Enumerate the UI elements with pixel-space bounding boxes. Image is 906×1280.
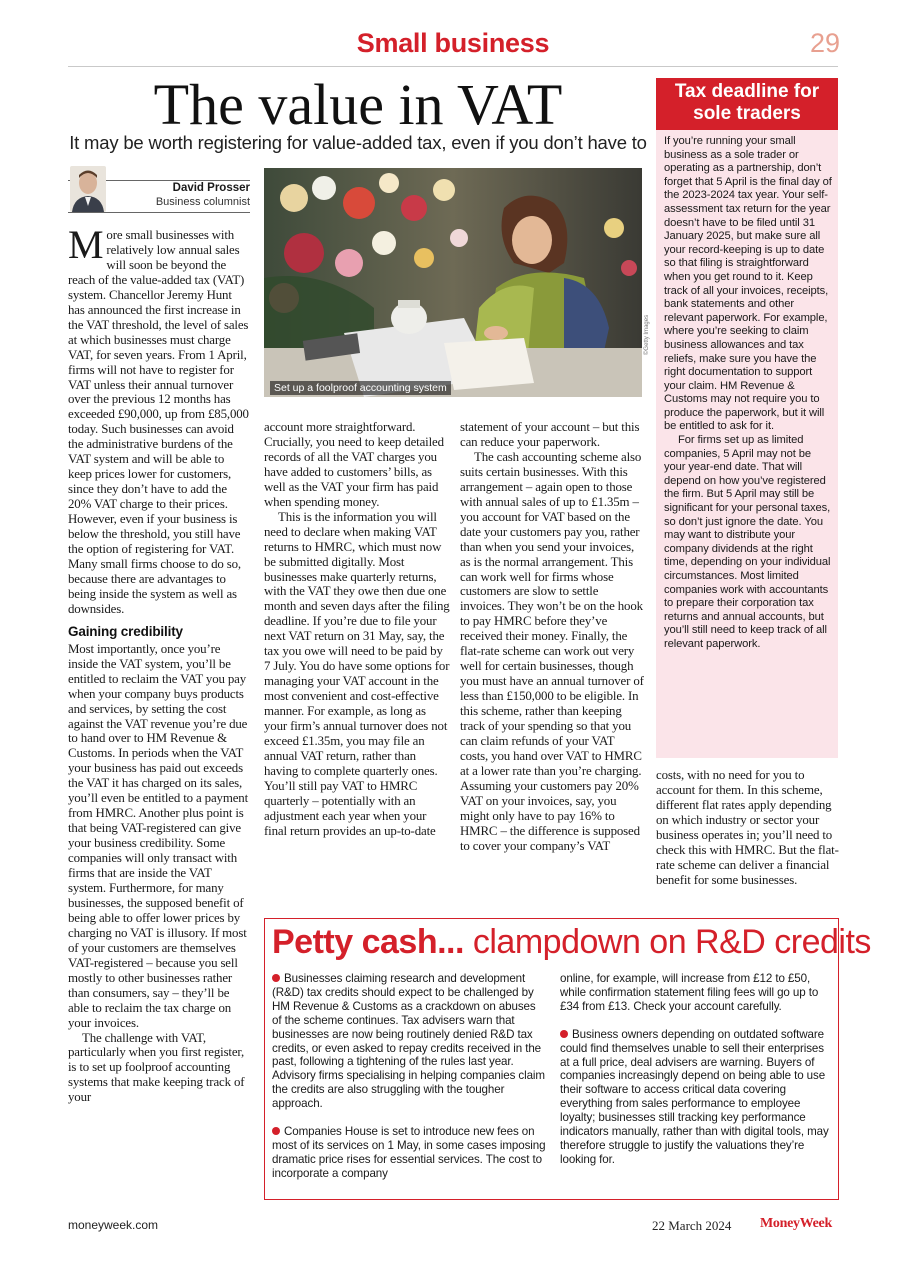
sidebar-paragraph: For firms set up as limited companies, 5 April may not be your year-end date. That will depend on how you’ve registered the firm. But 5 April may still be significant for your personal taxes, so don’t just ignore the date. You may want to distribute your company dividends at the right time, depending on your individual circumstances. Most limited companies work with accountants to prepare their corporation tax returns and annual accounts, but you’ll still need to keep track of all relevant paperwork. [664, 434, 831, 650]
article-paragraph: statement of your account – but this can reduce your paperwork. [460, 420, 640, 449]
photo-credit: ©Getty Images [644, 314, 650, 355]
article-headline: The value in VAT [153, 72, 563, 137]
footer-logo: MoneyWeek [760, 1216, 832, 1231]
article-paragraph: The challenge with VAT, particularly when you first register, is to set up foolproof accounting systems that make keeping track of your [68, 1030, 245, 1105]
section-title: Small business [356, 28, 550, 58]
article-paragraph: The cash accounting scheme also suits certain businesses. With this arrangement – again open to those with annual sales of up to £1.35m – you account for VAT based on the date your customers pay you, rather than when you send your invoices, as is the normal arrangement. This can work well for firms whose customers are slow to settle invoices. They won’t be on the hook to pay HMRC before they’ve received their money. Finally, the flat-rate scheme can work out very well for certain businesses, though you must have an annual turnover of less than £150,000 to be eligible. In this scheme, rather than keeping track of your spending so that you can claim refunds of your VAT costs, you hand over VAT to HMRC at a lower rate than you’re charging. Assuming your customers pay 20% VAT on your invoices, say, you might only have to pay 16% to HMRC – the difference is supposed to cover your company’s VAT [460, 449, 644, 853]
article-paragraph: This is the information you will need to declare when making VAT returns to HMRC, which must now be submitted digitally. Most businesses make quarterly returns, with the VAT they owe then due one month and seven days after the filing deadline. If you’re due to file your next VAT return on 31 May, say, the tax you owe will need to be paid by 7 July. You do have some options for managing your VAT account in the most convenient and cost-effective manner. For example, as long as your firm’s annual turnover does not exceed £1.35m, you may file an annual VAT return, rather than having to complete quarterly ones. You’ll still pay VAT to HMRC quarterly – potentially with an adjustment each year when your final return provides an up-to-date [264, 509, 450, 838]
photo-caption: Set up a foolproof accounting system [270, 381, 451, 395]
petty-cash-column-1 [272, 972, 548, 1195]
petty-cash-title-bold: Petty cash... [272, 923, 464, 961]
article-paragraph: More small businesses with relatively low annual sales will soon be beyond the reach of the value-added tax (VAT) system. Chancellor Jeremy Hunt has announced the first increase in the VAT threshold, the level of sales at which businesses must charge VAT, for seven years. From 1 April, firms will not have to register for VAT unless their annual turnover over the previous 12 months has exceeded £90,000, up from £85,000 today. Such businesses can avoid the administrative burdens of the VAT system and will be able to keep prices lower for customers, since they don’t have to add the 20% VAT charge to their prices. However, even if your business is below the threshold, you still have the option of registering for VAT. Many small firms choose to do so, because there are advantages to being inside the system as well as downsides. [68, 222, 249, 616]
author-avatar [70, 166, 106, 212]
article-column-3 [460, 420, 644, 854]
footer-website: moneyweek.com [68, 1218, 159, 1232]
petty-cash-item: Business owners depending on outdated software could find themselves unable to sell their enterprises at a full price, deal advisers are warning. Buyers of companies increasingly depend on being able to use their software to access critical data covering everything from sales performance to employee loyalty; businesses still tracking key performance indicators manually, rather than with digital tools, may therefore struggle to justify the valuations they’re looking for. [560, 1027, 829, 1166]
petty-cash-item: Businesses claiming research and development (R&D) tax credits should expect to be challenged by HM Revenue & Customs as a crackdown on abuses of the scheme continues. Tax advisers warn that businesses are now being routinely denied R&D tax credits, or even asked to repay credits received in the past, following a tightening of the rules last year. Advisory firms specialising in helping companies claim the credits are also struggling with the tougher approach. [272, 972, 545, 1111]
drop-cap: M [68, 222, 104, 267]
petty-cash-title-light: clampdown on R&D credits [472, 923, 871, 961]
page-number: 29 [809, 28, 840, 58]
author-name: David Prosser [172, 182, 250, 194]
petty-cash-item: online, for example, will increase from £12 to £50, while confirmation statement filing fees will go up to £34 from £13. Check your account carefully. [560, 972, 819, 1013]
petty-cash-title [272, 920, 871, 964]
petty-cash-item: Companies House is set to introduce new fees on most of its services on 1 May, in some cases imposing dramatic price rises for essential services. The cost to incorporate a company [272, 1125, 546, 1180]
footer-date: 22 March 2024 [652, 1218, 732, 1233]
article-column-2 [264, 420, 450, 839]
bullet-icon [560, 1030, 568, 1038]
article-paragraph: account more straightforward. Crucially, you need to keep detailed records of all the VAT charges you have added to customers’ bills, as well as the VAT your firm has paid when spending money. [264, 420, 444, 509]
sidebar-body [656, 130, 838, 758]
article-column-4 [656, 768, 840, 888]
bullet-icon [272, 974, 280, 982]
bullet-icon [272, 1127, 280, 1135]
sidebar-title: Tax deadline for sole traders [656, 78, 838, 130]
article-paragraph: costs, with no need for you to account for them. In this scheme, different flat rates apply depending on which industry or sector your business operates in; you’ll need to check this with HMRC. But the flat-rate scheme can deliver a financial benefit for some businesses. [656, 768, 839, 887]
header-rule [68, 66, 838, 67]
byline-rule-bottom [68, 212, 250, 213]
article-standfirst: It may be worth registering for value-added tax, even if you don’t have to [69, 132, 647, 153]
author-role: Business columnist [155, 196, 250, 208]
article-paragraph: Most importantly, once you’re inside the VAT system, you’ll be entitled to reclaim the VAT you pay when your company buys products and services, by setting the cost against the VAT revenue you’re due to hand over to HM Revenue & Customs. In periods when the VAT your business has paid out exceeds the VAT it has charged on its sales, you’ll even be entitled to a payment from HMRC. Another plus point is that being VAT-registered can give your business credibility. Some companies will only transact with firms that are inside the VAT system. Furthermore, for many businesses, the supposed benefit of being able to offer lower prices by charging no VAT is illusory. If most of your customers are themselves VAT-registered – because you sell mostly to other businesses rather than consumers, say – they’ll be able to reclaim the tax charge on your invoices. [68, 641, 249, 1030]
petty-cash-column-2 [560, 972, 832, 1181]
sidebar-paragraph: If you’re running your small business as a sole trader or operating as a partnership, don’t forget that 5 April is the final day of the 2023-2024 tax year. Your self-assessment tax return for the year doesn’t have to be filed until 31 January 2025, but make sure all your record-keeping is up to date so that filing is straightforward when you get round to it. Keep track of all your invoices, receipts, bank statements and other relevant paperwork. For example, where you’re seeking to claim business allowances and tax reliefs, make sure you have the right documentation to support your claim. HM Revenue & Customs may not require you to produce the paperwork, but it will be entitled to ask for it. [664, 135, 832, 433]
article-photo [264, 168, 642, 397]
article-subhead: Gaining credibility [68, 623, 183, 639]
article-column-1 [68, 222, 250, 1105]
